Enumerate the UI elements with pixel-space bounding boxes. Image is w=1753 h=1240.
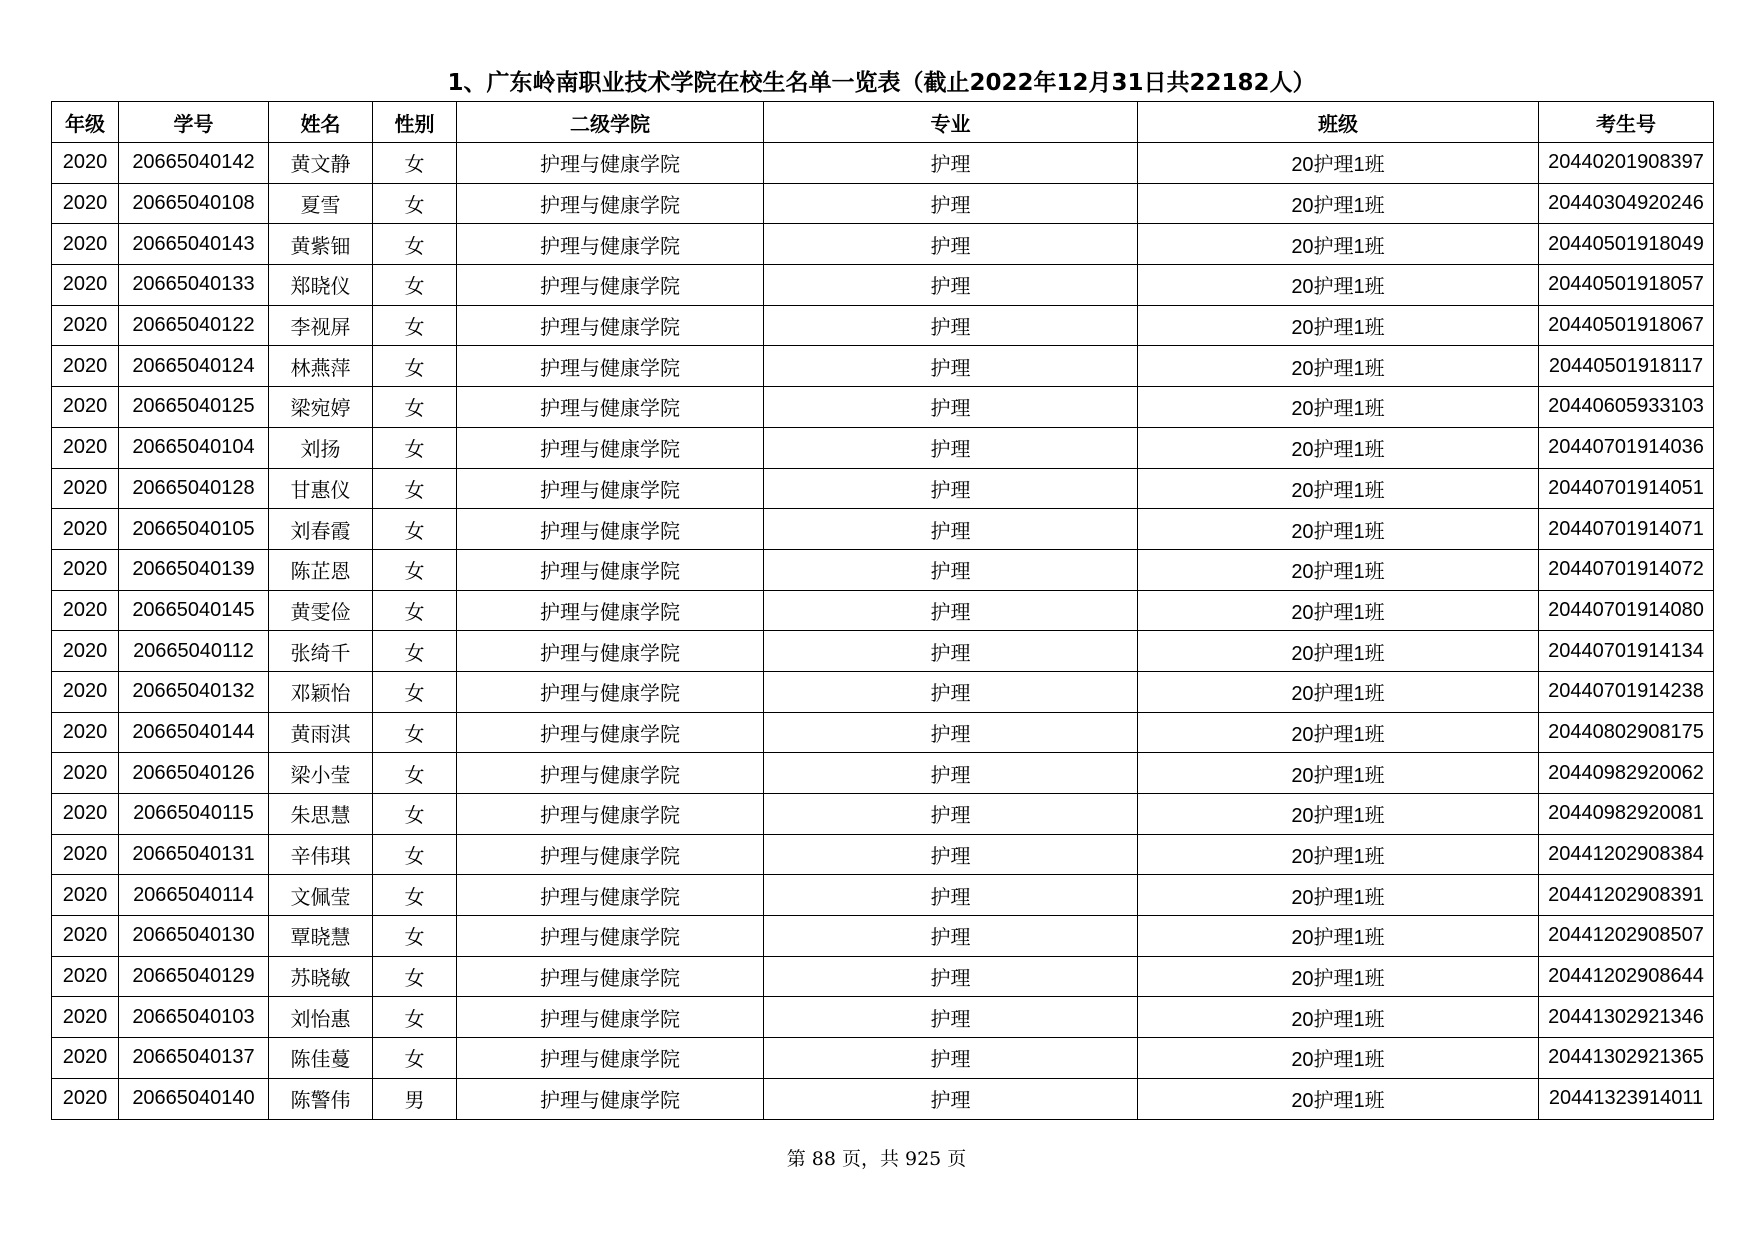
student-id-cell: 20665040125 [119, 387, 269, 428]
exam-number-cell: 20440605933103 [1539, 387, 1714, 428]
class-cell: 20护理1班 [1138, 224, 1539, 265]
grade-cell: 2020 [52, 916, 119, 957]
class-cell: 20护理1班 [1138, 712, 1539, 753]
college-cell: 护理与健康学院 [457, 224, 764, 265]
gender-cell: 女 [373, 265, 457, 306]
student-id-cell: 20665040108 [119, 183, 269, 224]
class-cell: 20护理1班 [1138, 265, 1539, 306]
grade-cell: 2020 [52, 183, 119, 224]
major-cell: 护理 [764, 753, 1138, 794]
major-cell: 护理 [764, 631, 1138, 672]
exam-number-cell: 20441202908507 [1539, 916, 1714, 957]
name-cell: 夏雪 [269, 183, 373, 224]
grade-cell: 2020 [52, 549, 119, 590]
student-id-cell: 20665040142 [119, 143, 269, 184]
class-cell: 20护理1班 [1138, 834, 1539, 875]
college-cell: 护理与健康学院 [457, 997, 764, 1038]
major-cell: 护理 [764, 305, 1138, 346]
gender-cell: 女 [373, 387, 457, 428]
table-row [52, 143, 1714, 184]
name-cell: 陈芷恩 [269, 549, 373, 590]
table-row [52, 183, 1714, 224]
student-id-cell: 20665040143 [119, 224, 269, 265]
class-cell: 20护理1班 [1138, 875, 1539, 916]
column-header-gender: 性别 [373, 102, 457, 143]
column-header-exam-number: 考生号 [1539, 102, 1714, 143]
student-id-cell: 20665040145 [119, 590, 269, 631]
grade-cell: 2020 [52, 794, 119, 835]
table-row [52, 468, 1714, 509]
exam-number-cell: 20440701914071 [1539, 509, 1714, 550]
exam-number-cell: 20440201908397 [1539, 143, 1714, 184]
student-id-cell: 20665040128 [119, 468, 269, 509]
grade-cell: 2020 [52, 834, 119, 875]
college-cell: 护理与健康学院 [457, 346, 764, 387]
class-cell: 20护理1班 [1138, 549, 1539, 590]
table-row [52, 549, 1714, 590]
name-cell: 陈佳蔓 [269, 1038, 373, 1079]
name-cell: 黄雨淇 [269, 712, 373, 753]
grade-cell: 2020 [52, 956, 119, 997]
major-cell: 护理 [764, 427, 1138, 468]
column-header-grade: 年级 [52, 102, 119, 143]
grade-cell: 2020 [52, 1078, 119, 1119]
gender-cell: 女 [373, 834, 457, 875]
major-cell: 护理 [764, 834, 1138, 875]
college-cell: 护理与健康学院 [457, 956, 764, 997]
college-cell: 护理与健康学院 [457, 143, 764, 184]
grade-cell: 2020 [52, 997, 119, 1038]
name-cell: 邓颖怡 [269, 671, 373, 712]
class-cell: 20护理1班 [1138, 794, 1539, 835]
column-header-major: 专业 [764, 102, 1138, 143]
major-cell: 护理 [764, 956, 1138, 997]
grade-cell: 2020 [52, 427, 119, 468]
grade-cell: 2020 [52, 753, 119, 794]
college-cell: 护理与健康学院 [457, 387, 764, 428]
grade-cell: 2020 [52, 143, 119, 184]
table-row [52, 671, 1714, 712]
table-row [52, 224, 1714, 265]
class-cell: 20护理1班 [1138, 427, 1539, 468]
class-cell: 20护理1班 [1138, 916, 1539, 957]
exam-number-cell: 20440701914072 [1539, 549, 1714, 590]
major-cell: 护理 [764, 468, 1138, 509]
table-header-row [52, 102, 1714, 143]
name-cell: 郑晓仪 [269, 265, 373, 306]
table-row [52, 346, 1714, 387]
exam-number-cell: 20440501918117 [1539, 346, 1714, 387]
class-cell: 20护理1班 [1138, 143, 1539, 184]
student-id-cell: 20665040114 [119, 875, 269, 916]
major-cell: 护理 [764, 183, 1138, 224]
grade-cell: 2020 [52, 346, 119, 387]
class-cell: 20护理1班 [1138, 468, 1539, 509]
gender-cell: 女 [373, 305, 457, 346]
major-cell: 护理 [764, 875, 1138, 916]
column-header-name: 姓名 [269, 102, 373, 143]
exam-number-cell: 20440501918067 [1539, 305, 1714, 346]
major-cell: 护理 [764, 387, 1138, 428]
exam-number-cell: 20440802908175 [1539, 712, 1714, 753]
grade-cell: 2020 [52, 387, 119, 428]
name-cell: 文佩莹 [269, 875, 373, 916]
gender-cell: 女 [373, 509, 457, 550]
page-number-footer: 第 88 页，共 925 页 [786, 1148, 967, 1170]
major-cell: 护理 [764, 509, 1138, 550]
class-cell: 20护理1班 [1138, 753, 1539, 794]
table-row [52, 997, 1714, 1038]
student-id-cell: 20665040115 [119, 794, 269, 835]
exam-number-cell: 20440701914036 [1539, 427, 1714, 468]
table-row [52, 834, 1714, 875]
major-cell: 护理 [764, 549, 1138, 590]
student-id-cell: 20665040132 [119, 671, 269, 712]
name-cell: 刘怡惠 [269, 997, 373, 1038]
major-cell: 护理 [764, 916, 1138, 957]
grade-cell: 2020 [52, 631, 119, 672]
name-cell: 甘惠仪 [269, 468, 373, 509]
name-cell: 李视屏 [269, 305, 373, 346]
grade-cell: 2020 [52, 671, 119, 712]
major-cell: 护理 [764, 143, 1138, 184]
gender-cell: 女 [373, 671, 457, 712]
college-cell: 护理与健康学院 [457, 1038, 764, 1079]
college-cell: 护理与健康学院 [457, 753, 764, 794]
major-cell: 护理 [764, 712, 1138, 753]
student-id-cell: 20665040140 [119, 1078, 269, 1119]
class-cell: 20护理1班 [1138, 305, 1539, 346]
student-id-cell: 20665040124 [119, 346, 269, 387]
exam-number-cell: 20441302921365 [1539, 1038, 1714, 1079]
grade-cell: 2020 [52, 224, 119, 265]
grade-cell: 2020 [52, 712, 119, 753]
college-cell: 护理与健康学院 [457, 265, 764, 306]
student-id-cell: 20665040103 [119, 997, 269, 1038]
major-cell: 护理 [764, 671, 1138, 712]
student-id-cell: 20665040131 [119, 834, 269, 875]
name-cell: 朱思慧 [269, 794, 373, 835]
class-cell: 20护理1班 [1138, 671, 1539, 712]
gender-cell: 女 [373, 1038, 457, 1079]
gender-cell: 女 [373, 143, 457, 184]
name-cell: 梁宛婷 [269, 387, 373, 428]
class-cell: 20护理1班 [1138, 183, 1539, 224]
table-row [52, 753, 1714, 794]
name-cell: 陈警伟 [269, 1078, 373, 1119]
major-cell: 护理 [764, 997, 1138, 1038]
class-cell: 20护理1班 [1138, 1078, 1539, 1119]
table-body [52, 143, 1714, 1120]
table-row [52, 1078, 1714, 1119]
table-row [52, 956, 1714, 997]
page-title: 1、广东岭南职业技术学院在校生名单一览表（截止2022年12月31日共22182人） [447, 70, 1316, 96]
gender-cell: 女 [373, 916, 457, 957]
table-row [52, 712, 1714, 753]
exam-number-cell: 20441202908391 [1539, 875, 1714, 916]
college-cell: 护理与健康学院 [457, 305, 764, 346]
student-id-cell: 20665040112 [119, 631, 269, 672]
class-cell: 20护理1班 [1138, 631, 1539, 672]
gender-cell: 男 [373, 1078, 457, 1119]
exam-number-cell: 20440701914080 [1539, 590, 1714, 631]
name-cell: 黄雯俭 [269, 590, 373, 631]
table-row [52, 875, 1714, 916]
exam-number-cell: 20441302921346 [1539, 997, 1714, 1038]
name-cell: 张绮千 [269, 631, 373, 672]
grade-cell: 2020 [52, 1038, 119, 1079]
student-id-cell: 20665040105 [119, 509, 269, 550]
class-cell: 20护理1班 [1138, 387, 1539, 428]
gender-cell: 女 [373, 183, 457, 224]
exam-number-cell: 20440701914238 [1539, 671, 1714, 712]
exam-number-cell: 20440501918057 [1539, 265, 1714, 306]
exam-number-cell: 20440701914051 [1539, 468, 1714, 509]
grade-cell: 2020 [52, 590, 119, 631]
class-cell: 20护理1班 [1138, 346, 1539, 387]
name-cell: 苏晓敏 [269, 956, 373, 997]
student-id-cell: 20665040133 [119, 265, 269, 306]
major-cell: 护理 [764, 794, 1138, 835]
college-cell: 护理与健康学院 [457, 549, 764, 590]
grade-cell: 2020 [52, 265, 119, 306]
gender-cell: 女 [373, 712, 457, 753]
gender-cell: 女 [373, 794, 457, 835]
table-row [52, 631, 1714, 672]
student-id-cell: 20665040129 [119, 956, 269, 997]
gender-cell: 女 [373, 875, 457, 916]
name-cell: 覃晓慧 [269, 916, 373, 957]
college-cell: 护理与健康学院 [457, 712, 764, 753]
major-cell: 护理 [764, 1078, 1138, 1119]
table-row [52, 590, 1714, 631]
name-cell: 梁小莹 [269, 753, 373, 794]
college-cell: 护理与健康学院 [457, 631, 764, 672]
column-header-college: 二级学院 [457, 102, 764, 143]
student-id-cell: 20665040126 [119, 753, 269, 794]
exam-number-cell: 20440501918049 [1539, 224, 1714, 265]
major-cell: 护理 [764, 1038, 1138, 1079]
student-id-cell: 20665040104 [119, 427, 269, 468]
major-cell: 护理 [764, 590, 1138, 631]
college-cell: 护理与健康学院 [457, 794, 764, 835]
column-header-class: 班级 [1138, 102, 1539, 143]
college-cell: 护理与健康学院 [457, 834, 764, 875]
table-row [52, 1038, 1714, 1079]
college-cell: 护理与健康学院 [457, 671, 764, 712]
student-id-cell: 20665040137 [119, 1038, 269, 1079]
gender-cell: 女 [373, 427, 457, 468]
table-row [52, 305, 1714, 346]
gender-cell: 女 [373, 956, 457, 997]
name-cell: 刘扬 [269, 427, 373, 468]
gender-cell: 女 [373, 549, 457, 590]
exam-number-cell: 20441323914011 [1539, 1078, 1714, 1119]
table-row [52, 509, 1714, 550]
class-cell: 20护理1班 [1138, 956, 1539, 997]
gender-cell: 女 [373, 753, 457, 794]
name-cell: 黄紫钿 [269, 224, 373, 265]
gender-cell: 女 [373, 468, 457, 509]
college-cell: 护理与健康学院 [457, 916, 764, 957]
college-cell: 护理与健康学院 [457, 427, 764, 468]
class-cell: 20护理1班 [1138, 1038, 1539, 1079]
gender-cell: 女 [373, 631, 457, 672]
grade-cell: 2020 [52, 468, 119, 509]
class-cell: 20护理1班 [1138, 509, 1539, 550]
name-cell: 辛伟琪 [269, 834, 373, 875]
exam-number-cell: 20440701914134 [1539, 631, 1714, 672]
exam-number-cell: 20440982920081 [1539, 794, 1714, 835]
column-header-student-id: 学号 [119, 102, 269, 143]
exam-number-cell: 20440982920062 [1539, 753, 1714, 794]
table-row [52, 265, 1714, 306]
college-cell: 护理与健康学院 [457, 183, 764, 224]
gender-cell: 女 [373, 997, 457, 1038]
table-row [52, 794, 1714, 835]
exam-number-cell: 20440304920246 [1539, 183, 1714, 224]
college-cell: 护理与健康学院 [457, 1078, 764, 1119]
major-cell: 护理 [764, 346, 1138, 387]
college-cell: 护理与健康学院 [457, 468, 764, 509]
grade-cell: 2020 [52, 305, 119, 346]
class-cell: 20护理1班 [1138, 590, 1539, 631]
college-cell: 护理与健康学院 [457, 509, 764, 550]
gender-cell: 女 [373, 224, 457, 265]
name-cell: 刘春霞 [269, 509, 373, 550]
exam-number-cell: 20441202908644 [1539, 956, 1714, 997]
college-cell: 护理与健康学院 [457, 590, 764, 631]
student-id-cell: 20665040139 [119, 549, 269, 590]
class-cell: 20护理1班 [1138, 997, 1539, 1038]
student-roster-table [51, 101, 1714, 1120]
table-row [52, 387, 1714, 428]
grade-cell: 2020 [52, 875, 119, 916]
student-id-cell: 20665040130 [119, 916, 269, 957]
exam-number-cell: 20441202908384 [1539, 834, 1714, 875]
gender-cell: 女 [373, 590, 457, 631]
gender-cell: 女 [373, 346, 457, 387]
student-id-cell: 20665040144 [119, 712, 269, 753]
table-row [52, 916, 1714, 957]
table-row [52, 427, 1714, 468]
grade-cell: 2020 [52, 509, 119, 550]
college-cell: 护理与健康学院 [457, 875, 764, 916]
major-cell: 护理 [764, 224, 1138, 265]
name-cell: 黄文静 [269, 143, 373, 184]
student-id-cell: 20665040122 [119, 305, 269, 346]
major-cell: 护理 [764, 265, 1138, 306]
name-cell: 林燕萍 [269, 346, 373, 387]
